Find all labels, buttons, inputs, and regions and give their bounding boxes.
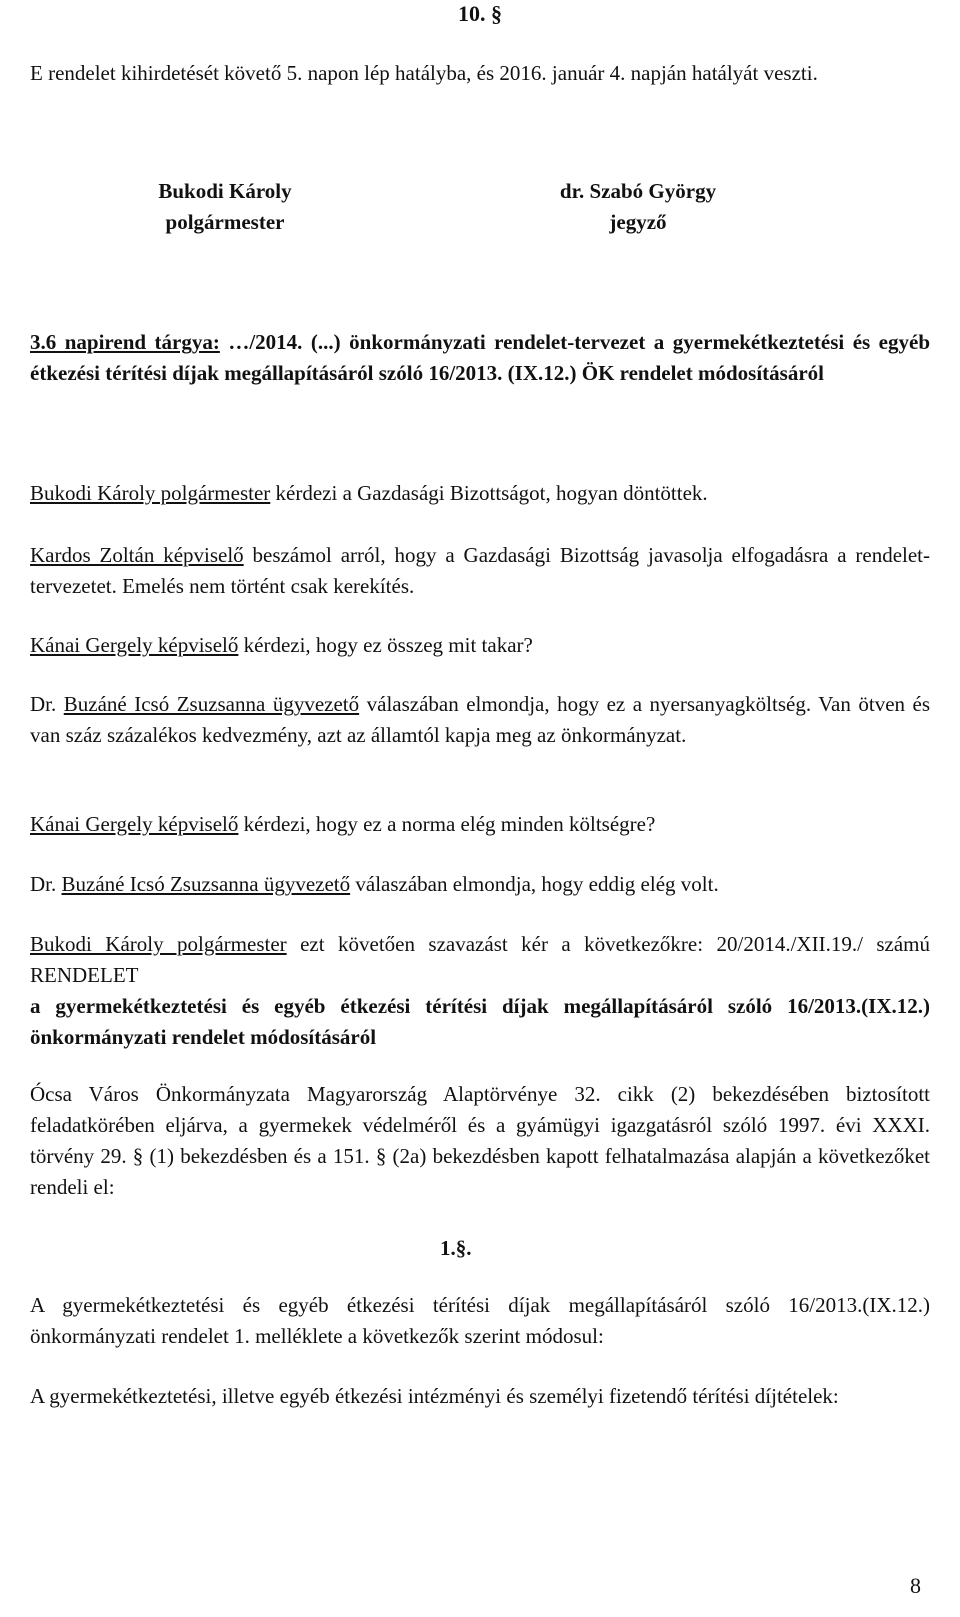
minutes-entry	[30, 809, 930, 840]
agenda-subject: …/2014. (...) önkormányzati rendelet-tervezet a gyermekétkeztetési és egyéb étkezési térítési díjak megállapításáról szóló 16/2013. (IX.12.) ÖK rendelet módosításáról	[30, 330, 930, 385]
section-heading-10: 10. §	[458, 1, 502, 26]
signature-notary	[518, 176, 758, 238]
minutes-entry	[30, 478, 930, 509]
minutes-text: kérdezi, hogy ez a norma elég minden költségre?	[238, 812, 656, 836]
speaker-prefix: Dr.	[30, 692, 64, 716]
speaker-name: Buzáné Icsó Zsuzsanna ügyvezető	[63, 692, 360, 716]
minutes-entry	[30, 540, 930, 602]
speaker-name: Bukodi Károly polgármester	[30, 932, 287, 956]
minutes-text: ezt követően szavazást kér a következőkre: 20/2014./XII.19./ számú RENDELET	[30, 932, 931, 987]
minutes-text: beszámol arról, hogy a Gazdasági Bizottság javasolja elfogadásra a rendelet-tervezetet. Emelés nem történt csak kerekítés.	[30, 543, 930, 598]
signature-role: jegyző	[609, 210, 667, 234]
minutes-text: válaszában elmondja, hogy eddig elég volt.	[350, 872, 719, 896]
speaker-name: Kánai Gergely képviselő	[30, 812, 239, 836]
agenda-item	[30, 327, 930, 389]
page-number: 8	[910, 1573, 921, 1598]
speaker-name: Bukodi Károly polgármester	[30, 481, 271, 505]
speaker-name: Kardos Zoltán képviselő	[30, 543, 244, 567]
minutes-text: kérdezi, hogy ez összeg mit takar?	[238, 633, 533, 657]
signature-mayor	[110, 176, 340, 238]
agenda-lead: 3.6 napirend tárgya:	[30, 330, 220, 354]
minutes-entry	[30, 689, 930, 751]
signature-name: Bukodi Károly	[158, 179, 292, 203]
speaker-name: Kánai Gergely képviselő	[30, 633, 239, 657]
speaker-prefix: Dr.	[30, 872, 62, 896]
minutes-entry	[30, 869, 930, 900]
amendment-paragraph: A gyermekétkeztetési és egyéb étkezési térítési díjak megállapításáról szóló 16/2013.(IX.12.) önkormányzati rendelet 1. melléklete a következők szerint módosul:	[30, 1293, 930, 1348]
minutes-entry	[30, 929, 930, 991]
effective-date-paragraph: E rendelet kihirdetését követő 5. napon lép hatályba, és 2016. január 4. napján hatályát veszti.	[30, 61, 818, 85]
fee-rates-paragraph: A gyermekétkeztetési, illetve egyéb étkezési intézményi és személyi fizetendő térítési díjtételek:	[30, 1384, 839, 1408]
section-heading-1: 1.§.	[440, 1236, 472, 1260]
minutes-entry	[30, 630, 930, 661]
minutes-text: kérdezi a Gazdasági Bizottságot, hogyan döntöttek.	[270, 481, 708, 505]
signature-name: dr. Szabó György	[559, 179, 717, 203]
decree-title: a gyermekétkeztetési és egyéb étkezési térítési díjak megállapításáról szóló 16/2013.(IX.12.) önkormányzati rendelet módosításáról	[30, 994, 930, 1049]
signature-role: polgármester	[165, 210, 285, 234]
decree-preamble: Ócsa Város Önkormányzata Magyarország Alaptörvénye 32. cikk (2) bekezdésében biztosított feladatkörében eljárva, a gyermekek védelméről és a gyámügyi igazgatásról szóló 1997. évi XXXI. törvény 29. § (1) bekezdésben és a 151. § (2a) bekezdésben kapott felhatalmazása alapján a következőket rendeli el:	[30, 1082, 930, 1199]
minutes-text: válaszában elmondja, hogy ez a nyersanyagköltség. Van ötven és van száz százalékos kedvezmény, azt az államtól kapja meg az önkormányzat.	[30, 692, 931, 747]
speaker-name: Buzáné Icsó Zsuzsanna ügyvezető	[61, 872, 351, 896]
